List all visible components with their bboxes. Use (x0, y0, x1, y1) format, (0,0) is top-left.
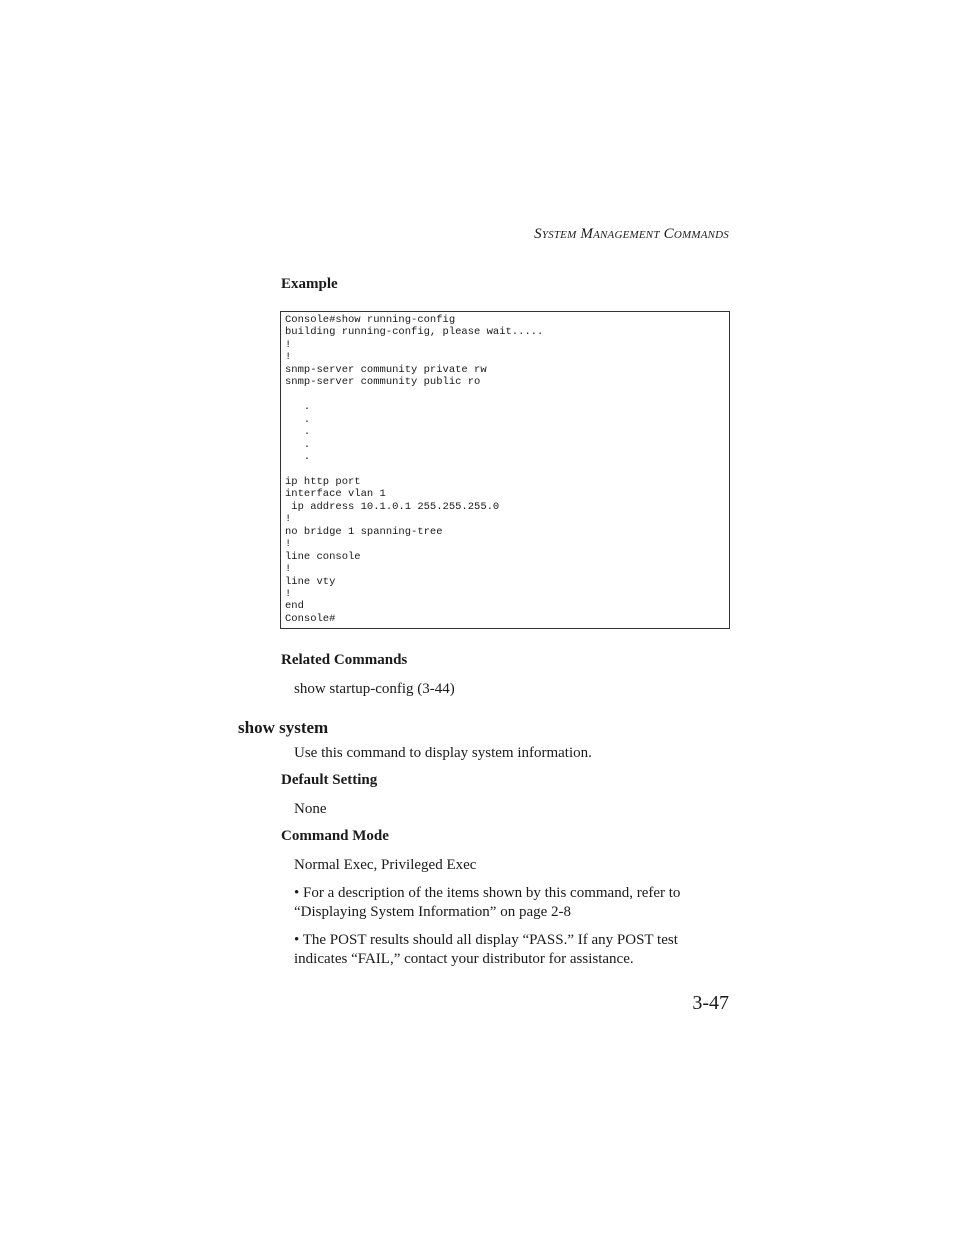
code-line: ! (285, 351, 292, 364)
code-line: . (285, 438, 311, 451)
code-line: ip http port (285, 475, 361, 488)
page-number: 3-47 (692, 992, 729, 1014)
bullet-description (294, 884, 680, 922)
default-setting-heading: Default Setting (281, 772, 378, 788)
code-line: ! (285, 513, 292, 526)
default-setting-value: None (294, 801, 327, 817)
bullet-line: “Displaying System Information” on page 2-8 (294, 904, 572, 920)
code-line: Console# (285, 612, 336, 625)
code-line: . (285, 450, 311, 463)
section-title: show system (238, 718, 329, 737)
code-line: Console#show running-config (285, 314, 456, 326)
bullet-post-results (294, 931, 678, 969)
code-line: line console (285, 550, 361, 563)
code-line: ! (285, 338, 292, 351)
bullet-line: • For a description of the items shown by this command, refer to (294, 885, 681, 901)
command-mode-heading: Command Mode (281, 828, 389, 844)
code-example-box (280, 311, 730, 629)
bullet-line: • The POST results should all display “PASS.” If any POST test (294, 932, 678, 948)
code-line: ip address 10.1.0.1 255.255.255.0 (285, 500, 500, 513)
code-line: . (285, 401, 311, 414)
code-line: snmp-server community private rw (285, 363, 487, 376)
code-line: no bridge 1 spanning-tree (285, 525, 443, 538)
code-line: end (285, 600, 304, 613)
running-header: System Management Commands (534, 226, 729, 242)
code-line (285, 463, 543, 475)
code-line: line vty (285, 575, 336, 588)
command-mode-value: Normal Exec, Privileged Exec (294, 857, 477, 873)
code-example (285, 314, 543, 625)
description-text: Use this command to display system information. (294, 745, 592, 761)
bullet-line: indicates “FAIL,” contact your distributor for assistance. (294, 951, 634, 967)
example-heading: Example (281, 276, 338, 292)
code-line (285, 389, 543, 401)
related-commands-heading: Related Commands (281, 652, 408, 668)
code-line: ! (285, 587, 292, 600)
code-line: interface vlan 1 (285, 488, 386, 501)
code-line: snmp-server community public ro (285, 376, 481, 389)
code-line: . (285, 413, 311, 426)
code-line: ! (285, 538, 292, 551)
code-line: . (285, 426, 311, 439)
related-commands-text: show startup-config (3-44) (294, 681, 455, 697)
code-line: ! (285, 563, 292, 576)
code-line: building running-config, please wait..... (285, 326, 544, 339)
